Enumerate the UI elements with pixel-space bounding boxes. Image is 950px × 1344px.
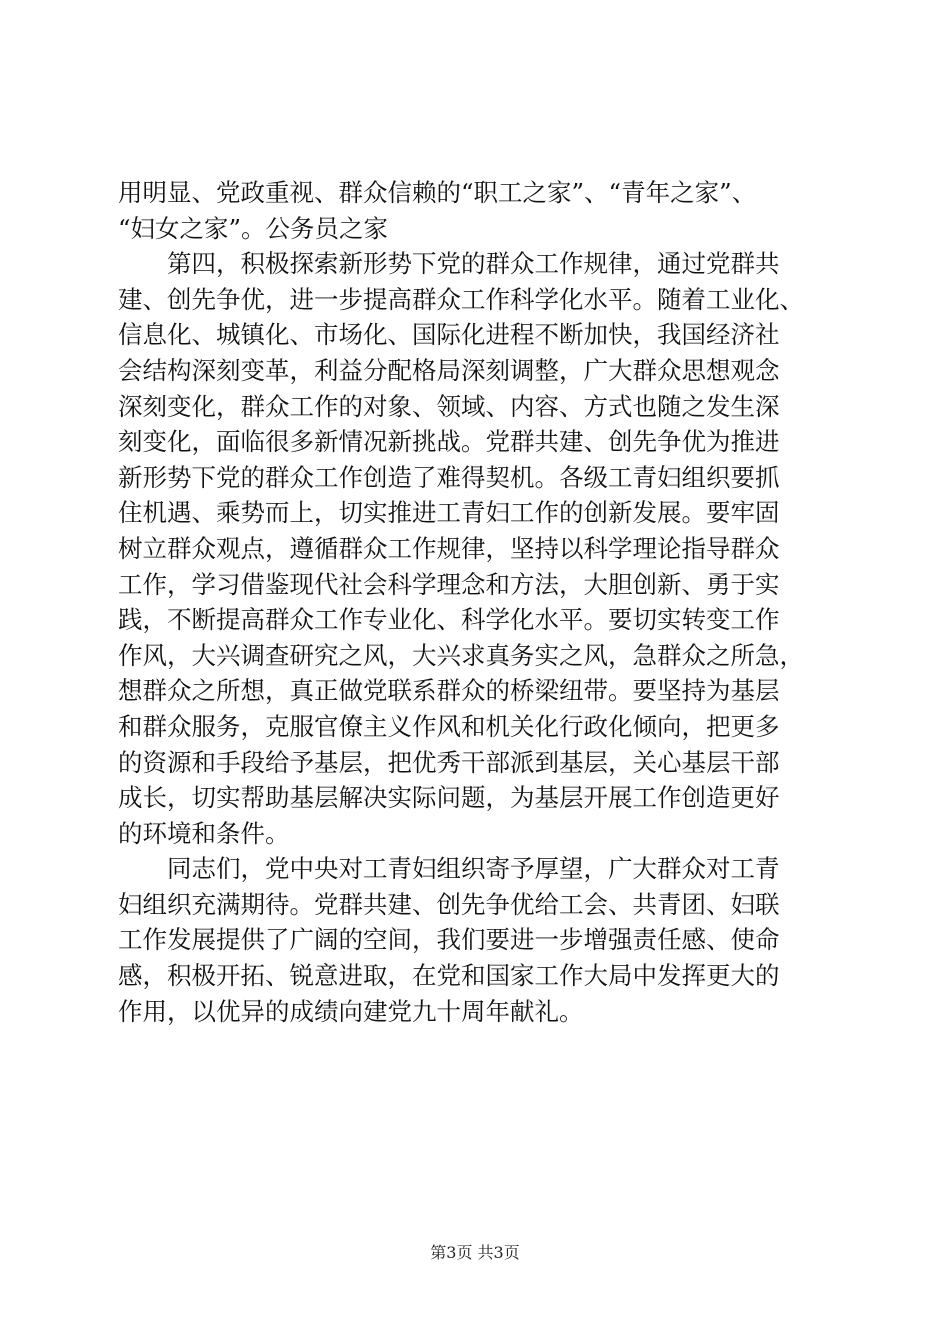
text-line: 信息化、城镇化、市场化、国际化进程不断加快，我国经济社 — [118, 320, 780, 350]
text-line: 的资源和手段给予基层，把优秀干部派到基层，关心基层干部 — [118, 747, 780, 777]
text-line: 和群众服务，克服官僚主义作风和机关化行政化倾向，把更多 — [118, 711, 780, 741]
text-line: 工作，学习借鉴现代社会科学理念和方法，大胆创新、勇于实 — [118, 569, 780, 599]
text-line: 作风，大兴调查研究之风，大兴求真务实之风，急群众之所急， — [118, 640, 804, 670]
text-line: 感，积极开拓、锐意进取，在党和国家工作大局中发挥更大的 — [118, 961, 780, 991]
text-line: 工作发展提供了广阔的空间，我们要进一步增强责任感、使命 — [118, 925, 780, 955]
text-line: 用明显、党政重视、群众信赖的“职工之家”、“青年之家”、 — [118, 178, 757, 207]
text-line: 建、创先争优，进一步提高群众工作科学化水平。随着工业化、 — [118, 284, 804, 314]
paragraph-start-line: 同志们，党中央对工青妇组织寄予厚望，广大群众对工青 — [118, 854, 780, 884]
text-line: 作用，以优异的成绩向建党九十周年献礼。 — [118, 996, 584, 1026]
text-line: 的环境和条件。 — [118, 818, 290, 848]
page-number-footer: 第3页 共3页 — [430, 1243, 520, 1262]
text-line: 成长，切实帮助基层解决实际问题，为基层开展工作创造更好 — [118, 783, 780, 813]
text-line: 树立群众观点，遵循群众工作规律，坚持以科学理论指导群众 — [118, 533, 780, 563]
text-line: 新形势下党的群众工作创造了难得契机。各级工青妇组织要抓 — [118, 462, 780, 492]
text-line: “妇女之家”。公务员之家 — [118, 213, 389, 243]
paragraph-start-line: 第四，积极探索新形势下党的群众工作规律，通过党群共 — [118, 249, 780, 279]
text-line: 想群众之所想，真正做党联系群众的桥梁纽带。要坚持为基层 — [118, 676, 780, 706]
text-line: 深刻变化，群众工作的对象、领域、内容、方式也随之发生深 — [118, 391, 780, 421]
body-text — [118, 175, 840, 1029]
text-line: 住机遇、乘势而上，切实推进工青妇工作的创新发展。要牢固 — [118, 498, 780, 528]
text-line: 刻变化，面临很多新情况新挑战。党群共建、创先争优为推进 — [118, 427, 780, 457]
text-line: 妇组织充满期待。党群共建、创先争优给工会、共青团、妇联 — [118, 889, 780, 919]
text-line: 践，不断提高群众工作专业化、科学化水平。要切实转变工作 — [118, 605, 780, 635]
text-line: 会结构深刻变革，利益分配格局深刻调整，广大群众思想观念 — [118, 355, 780, 385]
